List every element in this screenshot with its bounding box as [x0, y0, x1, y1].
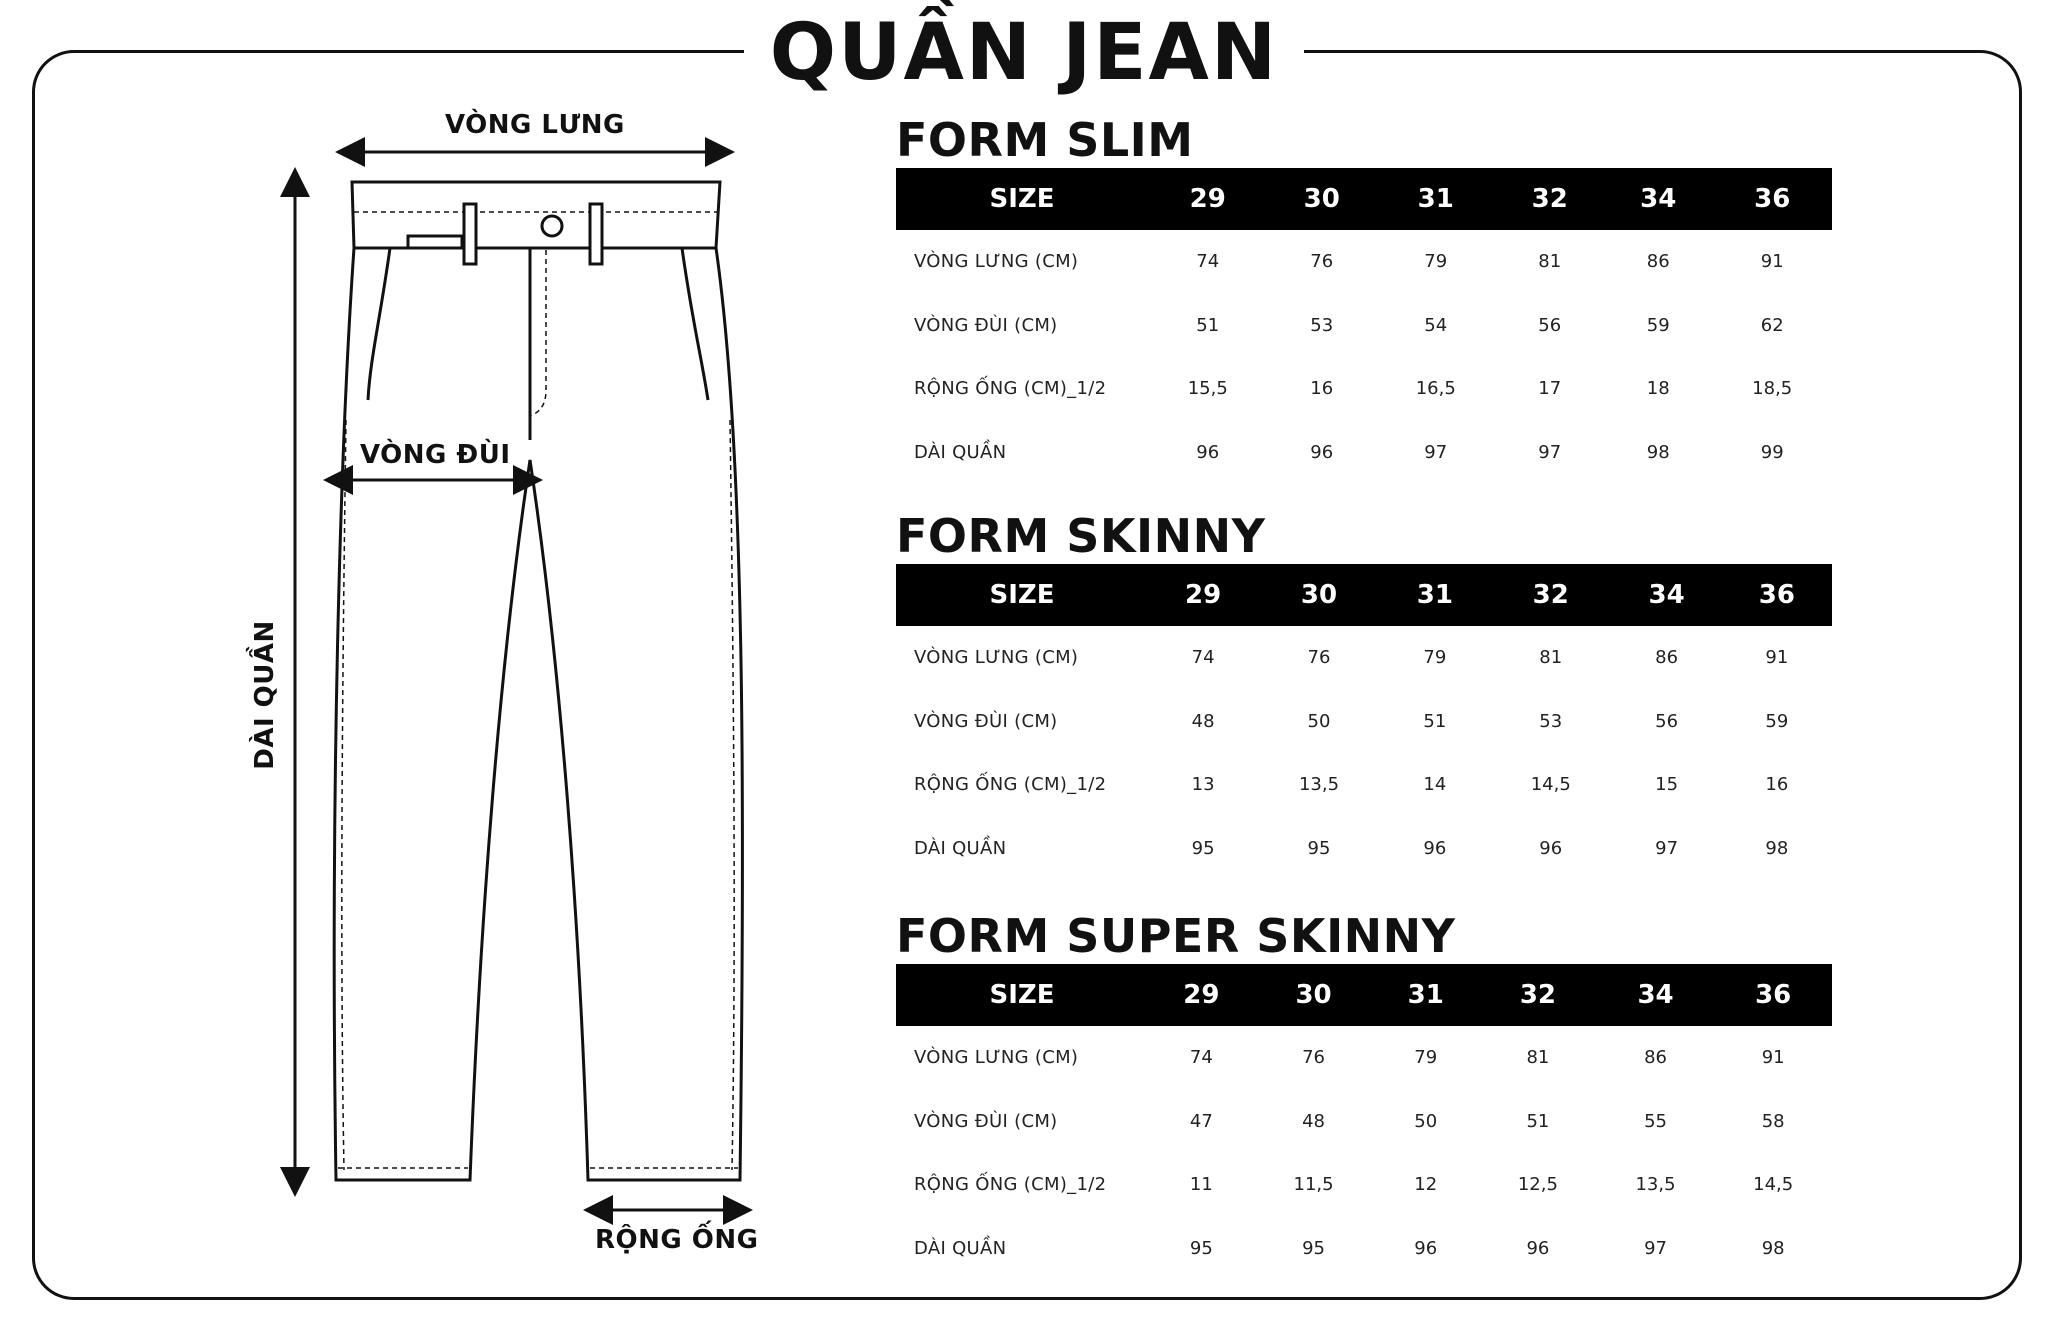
cell: 59: [1765, 710, 1789, 732]
cell: 91: [1761, 1047, 1785, 1069]
form-slim-section: [896, 112, 1832, 484]
size-table-super-skinny: [896, 964, 1832, 1280]
cell: 98: [1761, 1237, 1785, 1259]
cell: 98: [1646, 441, 1670, 463]
cell: 99: [1760, 441, 1784, 463]
cell: 74: [1196, 251, 1220, 273]
cell: 91: [1765, 647, 1789, 669]
table-row: [896, 753, 1832, 817]
cell: 16: [1310, 378, 1334, 400]
header-cell: 30: [1255, 964, 1373, 1026]
cell: 50: [1307, 710, 1331, 732]
row-label: RỘNG ỐNG (CM)_1/2: [914, 1174, 1107, 1196]
cell: 14: [1423, 774, 1447, 796]
header-cell: 36: [1722, 564, 1832, 626]
table-row: [896, 294, 1832, 358]
cell: 86: [1644, 1047, 1667, 1069]
cell: 95: [1307, 837, 1331, 859]
cell: 56: [1538, 314, 1562, 336]
table-row: [896, 1090, 1832, 1154]
row-label: DÀI QUẦN: [914, 441, 1007, 463]
size-table-slim: [896, 168, 1832, 484]
cell: 86: [1655, 647, 1679, 669]
cell: 96: [1310, 441, 1334, 463]
cell: 54: [1424, 314, 1448, 336]
row-label: DÀI QUẦN: [914, 1237, 1007, 1259]
header-cell: 34: [1597, 964, 1715, 1026]
cell: 51: [1423, 710, 1447, 732]
cell: 96: [1423, 837, 1447, 859]
cell: 97: [1644, 1237, 1667, 1259]
length-label: DÀI QUẦN: [249, 620, 280, 770]
cell: 15: [1655, 774, 1679, 796]
table-row: [896, 1153, 1832, 1217]
table-row: [896, 357, 1832, 421]
pants-illustration: [230, 100, 790, 1280]
cell: 18,5: [1752, 378, 1793, 400]
cell: 58: [1761, 1110, 1785, 1132]
cell: 53: [1310, 314, 1334, 336]
cell: 48: [1302, 1110, 1325, 1132]
cell: 81: [1526, 1047, 1550, 1069]
cell: 74: [1189, 1047, 1213, 1069]
cell: 79: [1414, 1047, 1438, 1069]
table-header-row: [896, 564, 1832, 626]
pants-outline: [334, 182, 742, 1180]
header-cell: 34: [1604, 168, 1712, 230]
waist-label: VÒNG LƯNG: [445, 110, 625, 140]
cell: 13,5: [1298, 774, 1340, 796]
cell: 96: [1526, 1237, 1550, 1259]
cell: 81: [1538, 251, 1562, 273]
header-cell: SIZE: [896, 564, 1148, 626]
row-label: VÒNG LƯNG (CM): [914, 251, 1079, 273]
cell: 13,5: [1635, 1174, 1676, 1196]
cell: 76: [1307, 647, 1331, 669]
header-cell: 36: [1712, 168, 1832, 230]
header-cell: 32: [1496, 168, 1604, 230]
cell: 50: [1414, 1110, 1438, 1132]
cell: 97: [1424, 441, 1448, 463]
header-cell: 32: [1490, 564, 1611, 626]
row-label: VÒNG ĐÙI (CM): [914, 710, 1058, 732]
row-label: RỘNG ỐNG (CM)_1/2: [914, 774, 1107, 796]
form-title: FORM SUPER SKINNY: [896, 909, 1456, 963]
header-cell: 30: [1258, 564, 1379, 626]
form-super-skinny-section: [896, 908, 1832, 1280]
cell: 12,5: [1517, 1174, 1558, 1196]
table-row: [896, 1217, 1832, 1281]
header-cell: 32: [1479, 964, 1597, 1026]
cell: 14,5: [1753, 1174, 1794, 1196]
row-label: VÒNG ĐÙI (CM): [914, 1110, 1058, 1132]
size-table-skinny: [896, 564, 1832, 880]
cell: 95: [1189, 1237, 1213, 1259]
header-cell: 29: [1148, 964, 1255, 1026]
cell: 74: [1191, 647, 1215, 669]
row-label: RỘNG ỐNG (CM)_1/2: [914, 378, 1107, 400]
form-skinny-section: [896, 508, 1832, 880]
row-label: VÒNG ĐÙI (CM): [914, 314, 1058, 336]
cell: 15,5: [1187, 378, 1228, 400]
cell: 96: [1539, 837, 1563, 859]
cell: 17: [1538, 378, 1562, 400]
hem-label: RỘNG ỐNG: [595, 1225, 759, 1255]
table-row: [896, 817, 1832, 881]
cell: 53: [1539, 710, 1563, 732]
cell: 91: [1760, 251, 1784, 273]
pants-diagram: [230, 100, 790, 1280]
row-label: VÒNG LƯNG (CM): [914, 647, 1079, 669]
table-row: [896, 626, 1832, 690]
cell: 95: [1302, 1237, 1325, 1259]
cell: 47: [1189, 1110, 1213, 1132]
header-cell: 29: [1148, 168, 1268, 230]
row-label: DÀI QUẦN: [914, 837, 1007, 859]
cell: 86: [1646, 251, 1670, 273]
cell: 55: [1644, 1110, 1667, 1132]
cell: 14,5: [1530, 774, 1571, 796]
cell: 97: [1538, 441, 1562, 463]
cell: 18: [1646, 378, 1670, 400]
cell: 98: [1765, 837, 1789, 859]
thigh-label: VÒNG ĐÙI: [360, 440, 511, 470]
header-cell: 36: [1714, 964, 1832, 1026]
cell: 11,5: [1293, 1174, 1334, 1196]
row-label: VÒNG LƯNG (CM): [914, 1047, 1079, 1069]
header-cell: 31: [1372, 964, 1479, 1026]
header-cell: 34: [1611, 564, 1721, 626]
table-row: [896, 230, 1832, 294]
cell: 51: [1196, 314, 1220, 336]
header-cell: 30: [1268, 168, 1376, 230]
cell: 79: [1424, 251, 1448, 273]
header-cell: SIZE: [896, 168, 1148, 230]
form-title: FORM SKINNY: [896, 509, 1266, 563]
table-header-row: [896, 168, 1832, 230]
cell: 81: [1539, 647, 1563, 669]
page-title: QUẦN JEAN: [744, 8, 1304, 98]
cell: 97: [1655, 837, 1679, 859]
header-cell: SIZE: [896, 964, 1148, 1026]
title-wrap: [0, 0, 2048, 100]
cell: 48: [1191, 710, 1215, 732]
cell: 51: [1526, 1110, 1550, 1132]
header-cell: 31: [1376, 168, 1496, 230]
table-row: [896, 690, 1832, 754]
cell: 76: [1310, 251, 1334, 273]
form-title: FORM SLIM: [896, 113, 1194, 167]
header-cell: 29: [1148, 564, 1258, 626]
cell: 95: [1191, 837, 1215, 859]
cell: 12: [1414, 1174, 1438, 1196]
cell: 96: [1196, 441, 1220, 463]
cell: 76: [1302, 1047, 1325, 1069]
cell: 96: [1414, 1237, 1438, 1259]
header-cell: 31: [1380, 564, 1490, 626]
cell: 16,5: [1415, 378, 1456, 400]
cell: 56: [1655, 710, 1679, 732]
cell: 79: [1423, 647, 1447, 669]
cell: 11: [1189, 1174, 1213, 1196]
cell: 62: [1760, 314, 1784, 336]
cell: 13: [1191, 774, 1215, 796]
cell: 16: [1765, 774, 1789, 796]
cell: 59: [1646, 314, 1670, 336]
table-header-row: [896, 964, 1832, 1026]
table-row: [896, 1026, 1832, 1090]
table-row: [896, 421, 1832, 485]
